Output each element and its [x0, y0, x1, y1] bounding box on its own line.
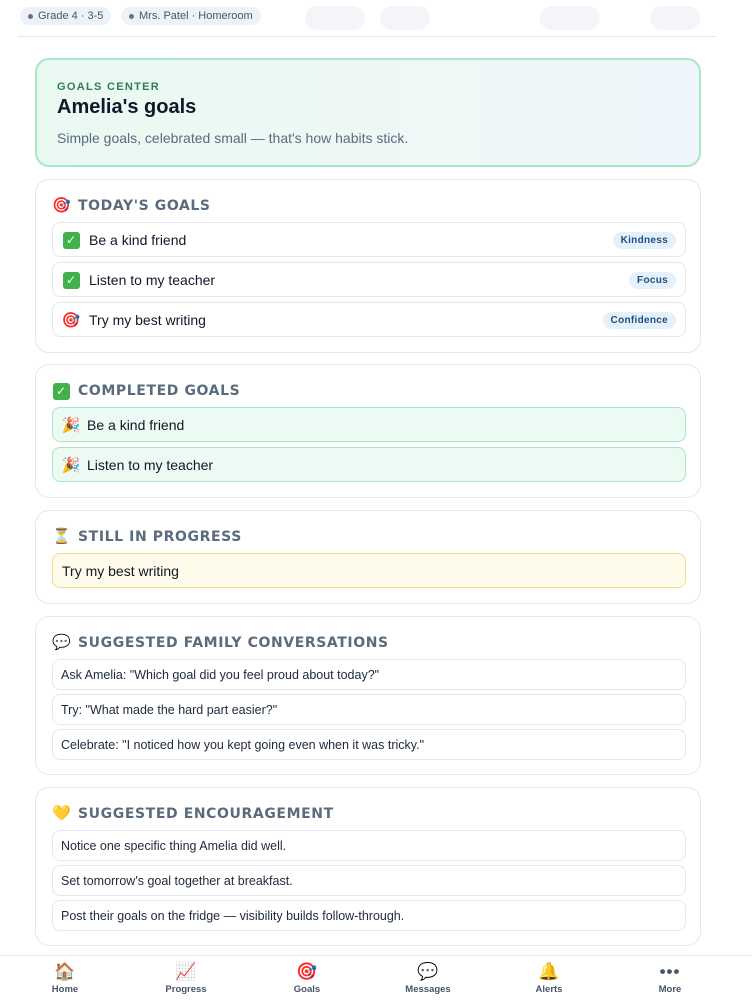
nav-alerts[interactable] [504, 962, 594, 995]
nav-label: Messages [405, 984, 451, 995]
section-heading: SUGGESTED ENCOURAGEMENT [78, 806, 334, 822]
goal-label: Try my best writing [89, 311, 206, 328]
todays-goals-header [52, 196, 211, 216]
conversation-prompt[interactable] [52, 659, 686, 690]
goal-label: Listen to my teacher [89, 271, 216, 288]
goal-row[interactable] [52, 222, 686, 257]
bottom-nav [0, 955, 752, 1000]
party-popper-icon: 🎉 [61, 456, 81, 474]
completed-goals-header [52, 381, 240, 401]
check-icon: ✓ [61, 231, 81, 249]
nav-messages[interactable] [383, 962, 473, 995]
conversation-prompt[interactable] [52, 729, 686, 760]
prompt-text: Ask Amelia: "Which goal did you feel proud about today?" [61, 667, 380, 682]
in-progress-card [35, 510, 701, 604]
completed-goals-card [35, 364, 701, 498]
hourglass-icon: ⏳ [52, 528, 71, 545]
party-popper-icon: 🎉 [61, 416, 81, 434]
goals-hero-card [35, 58, 701, 167]
target-icon: 🎯 [52, 197, 71, 214]
encouragement-header [52, 804, 334, 824]
blurred-header-element [305, 6, 365, 30]
conversations-header [52, 633, 389, 653]
header-divider [18, 36, 716, 37]
completed-goal-row[interactable] [52, 407, 686, 442]
target-icon: 🎯 [61, 311, 81, 329]
chip-dot-icon [129, 14, 134, 19]
blurred-header-element [380, 6, 430, 30]
completed-goal-row[interactable] [52, 447, 686, 482]
conversations-card [35, 616, 701, 775]
hero-subtitle: Simple goals, celebrated small — that's how habits stick. [57, 130, 409, 146]
goal-row[interactable] [52, 262, 686, 297]
section-heading: COMPLETED GOALS [78, 383, 241, 399]
tip-text: Post their goals on the fridge — visibility builds follow-through. [61, 908, 405, 923]
nav-more[interactable] [625, 962, 715, 995]
grade-chip-label: Grade 4 · 3-5 [38, 10, 104, 22]
yellow-heart-icon: 💛 [52, 805, 71, 822]
tip-text: Notice one specific thing Amelia did well. [61, 838, 287, 853]
blurred-header-element [540, 6, 600, 30]
goal-tag: Confidence [603, 312, 676, 329]
goal-label: Listen to my teacher [87, 456, 214, 473]
speech-bubble-icon: 💬 [52, 634, 71, 651]
chart-icon: 📈 [175, 962, 197, 981]
house-icon: 🏠 [54, 962, 76, 981]
top-bar [0, 0, 752, 36]
check-icon: ✓ [61, 271, 81, 289]
prompt-text: Celebrate: "I noticed how you kept going even when it was tricky." [61, 737, 425, 752]
nav-label: Goals [293, 984, 321, 995]
goal-tag: Focus [629, 272, 676, 289]
conversation-prompt[interactable] [52, 694, 686, 725]
section-heading: TODAY'S GOALS [78, 198, 211, 214]
nav-goals[interactable] [262, 962, 352, 995]
section-heading: SUGGESTED FAMILY CONVERSATIONS [78, 635, 389, 651]
in-progress-header [52, 527, 242, 547]
homeroom-chip[interactable] [121, 7, 261, 25]
chip-dot-icon [28, 14, 33, 19]
nav-label: Home [51, 984, 79, 995]
nav-home[interactable] [20, 962, 110, 995]
encouragement-card [35, 787, 701, 946]
goal-tag: Kindness [613, 232, 676, 249]
nav-progress[interactable] [141, 962, 231, 995]
goal-row[interactable] [52, 302, 686, 337]
bell-icon: 🔔 [538, 962, 560, 981]
encouragement-tip[interactable] [52, 830, 686, 861]
section-heading: STILL IN PROGRESS [78, 529, 242, 545]
tip-text: Set tomorrow's goal together at breakfast. [61, 873, 293, 888]
hero-eyebrow: GOALS CENTER [57, 81, 160, 93]
blurred-header-element [650, 6, 700, 30]
goal-label: Be a kind friend [89, 231, 187, 248]
nav-label: Progress [165, 984, 207, 995]
page-title: Amelia's goals [57, 96, 197, 118]
goal-label: Try my best writing [62, 562, 179, 579]
in-progress-goal-row[interactable] [52, 553, 686, 588]
encouragement-tip[interactable] [52, 865, 686, 896]
homeroom-chip-label: Mrs. Patel · Homeroom [139, 10, 253, 22]
target-icon: 🎯 [296, 962, 318, 981]
check-icon: ✓ [52, 381, 70, 401]
nav-label: Alerts [535, 984, 563, 995]
nav-label: More [658, 984, 682, 995]
more-dots-icon: ••• [659, 962, 681, 981]
prompt-text: Try: "What made the hard part easier?" [61, 702, 278, 717]
encouragement-tip[interactable] [52, 900, 686, 931]
speech-bubble-icon: 💬 [417, 962, 439, 981]
grade-chip[interactable] [20, 7, 111, 25]
goal-label: Be a kind friend [87, 416, 185, 433]
todays-goals-card [35, 179, 701, 353]
